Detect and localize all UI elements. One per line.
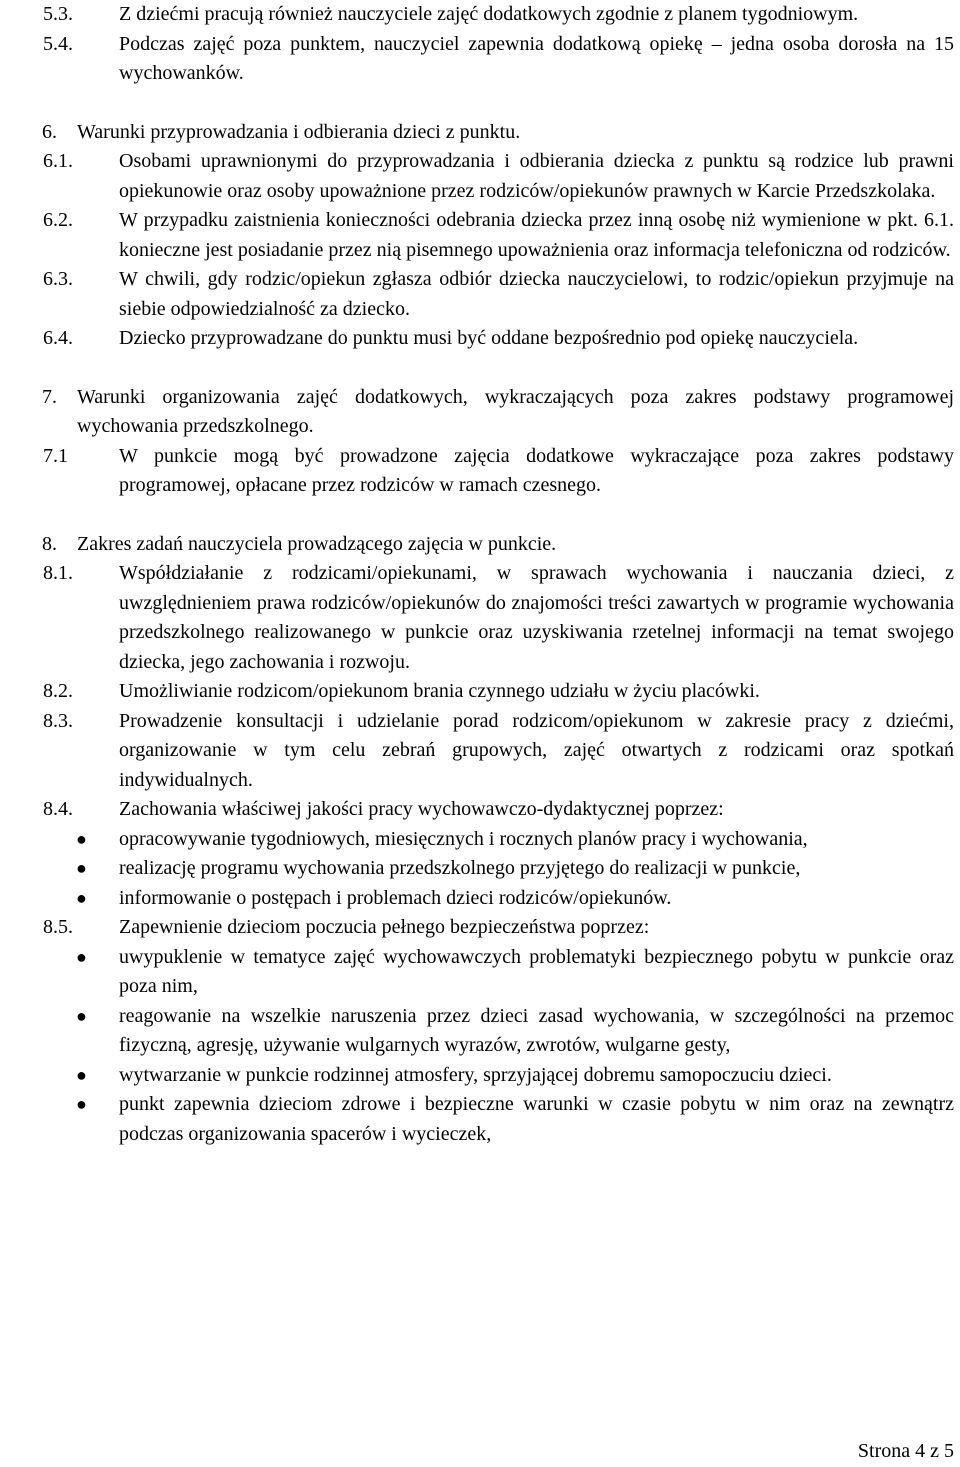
numbered-paragraph (0, 147, 960, 206)
paragraph-text: Podczas zajęć poza punktem, nauczyciel zapewnia dodatkową opiekę – jedna osoba dorosła na 15 wychowanków. (119, 32, 954, 84)
paragraph-text: Współdziałanie z rodzicami/opiekunami, w sprawach wychowania i nauczania dzieci, z uwzględnieniem prawa rodziców/opiekunów do znajomości treści zawartych w programie wychowania przedszkolnego realizowanego w punkcie oraz uzyskiwania rzetelnej informacji na temat swojego dziecka, jego zachowania i rozwoju. (119, 562, 954, 673)
paragraph-text: uwypuklenie w tematyce zajęć wychowawczych problematyki bezpiecznego pobytu w punkcie oraz poza nim, (119, 945, 954, 997)
numbered-paragraph (0, 265, 960, 324)
paragraph-text: W chwili, gdy rodzic/opiekun zgłasza odbiór dziecka nauczycielowi, to rodzic/opiekun przyjmuje na siebie odpowiedzialność za dziecko. (119, 268, 954, 320)
paragraph-text: Warunki przyprowadzania i odbierania dzieci z punktu. (77, 120, 521, 143)
paragraph-number: 7. (42, 385, 57, 408)
paragraph-text: Zakres zadań nauczyciela prowadzącego zajęcia w punkcie. (77, 532, 557, 555)
section-spacer (0, 501, 960, 530)
paragraph-text: Osobami uprawnionymi do przyprowadzania i odbierania dziecka z punktu są rodzice lub prawni opiekunowie oraz osoby upoważnione przez rodziców/opiekunów prawnych w Karcie Przedszkolaka. (119, 150, 954, 202)
section-heading (0, 530, 960, 560)
bullet-icon: ● (76, 946, 87, 967)
paragraph-text: informowanie o postępach i problemach dzieci rodziców/opiekunów. (119, 886, 672, 909)
paragraph-text: Zapewnienie dzieciom poczucia pełnego bezpieczeństwa poprzez: (119, 916, 650, 938)
bullet-icon: ● (76, 828, 87, 849)
numbered-paragraph (0, 442, 960, 501)
bullet-item (0, 943, 960, 1002)
paragraph-text: Warunki organizowania zajęć dodatkowych, wykraczających poza zakres podstawy programowej wychowania przedszkolnego. (77, 385, 954, 437)
paragraph-number: 8.5. (43, 916, 73, 938)
paragraph-number: 8.2. (43, 680, 73, 702)
numbered-paragraph (0, 913, 960, 943)
numbered-paragraph (0, 677, 960, 707)
paragraph-text: Zachowania właściwej jakości pracy wychowawczo-dydaktycznej poprzez: (119, 798, 724, 820)
section-heading (0, 383, 960, 442)
paragraph-number: 6.1. (43, 150, 73, 172)
section-heading (0, 118, 960, 148)
numbered-paragraph (0, 707, 960, 796)
bullet-icon: ● (76, 1005, 87, 1026)
paragraph-number: 8.4. (43, 798, 73, 820)
paragraph-text: Dziecko przyprowadzane do punktu musi być oddane bezpośrednio pod opiekę nauczyciela. (119, 327, 859, 349)
bullet-icon: ● (76, 858, 87, 878)
numbered-paragraph (0, 206, 960, 265)
bullet-item (0, 854, 960, 884)
numbered-paragraph (0, 0, 960, 30)
bullet-item (0, 1090, 960, 1149)
paragraph-number: 7.1 (43, 444, 68, 467)
bullet-item (0, 825, 960, 855)
paragraph-text: reagowanie na wszelkie naruszenia przez dzieci zasad wychowania, w szczególności na przemoc fizyczną, agresję, używanie wulgarnych wyrazów, zwrotów, wulgarne gesty, (119, 1004, 954, 1056)
paragraph-number: 6.3. (43, 268, 73, 290)
paragraph-number: 5.4. (43, 32, 73, 55)
section-spacer (0, 354, 960, 383)
paragraph-number: 5.3. (43, 3, 73, 25)
bullet-icon: ● (76, 1064, 87, 1085)
paragraph-text: opracowywanie tygodniowych, miesięcznych i rocznych planów pracy i wychowania, (119, 827, 808, 850)
numbered-paragraph (0, 559, 960, 677)
paragraph-number: 8.3. (43, 709, 73, 732)
numbered-paragraph (0, 795, 960, 825)
paragraph-text: W punkcie mogą być prowadzone zajęcia dodatkowe wykraczające poza zakres podstawy programowej, opłacane przez rodziców w ramach czesnego. (119, 444, 954, 496)
paragraph-number: 6.4. (43, 327, 73, 349)
bullet-item (0, 1061, 960, 1091)
paragraph-text: Z dziećmi pracują również nauczyciele zajęć dodatkowych zgodnie z planem tygodniowym. (119, 3, 859, 25)
numbered-paragraph (0, 30, 960, 89)
paragraph-number: 6.2. (43, 209, 73, 231)
paragraph-text: Umożliwianie rodzicom/opiekunom brania czynnego udziału w życiu placówki. (119, 680, 760, 702)
page-number: Strona 4 z 5 (857, 1440, 954, 1462)
bullet-icon: ● (76, 887, 87, 908)
paragraph-text: wytwarzanie w punkcie rodzinnej atmosfery, sprzyjającej dobremu samopoczuciu dzieci. (119, 1063, 832, 1086)
paragraph-text: W przypadku zaistnienia konieczności odebrania dziecka przez inną osobę niż wymienione w pkt. 6.1. konieczne jest posiadanie przez nią pisemnego upoważnienia oraz informacja telefoniczna od rodziców. (119, 209, 954, 261)
paragraph-number: 8. (42, 532, 57, 555)
numbered-paragraph (0, 324, 960, 354)
section-spacer (0, 89, 960, 118)
paragraph-number: 6. (42, 120, 57, 143)
paragraph-text: punkt zapewnia dzieciom zdrowe i bezpieczne warunki w czasie pobytu w nim oraz na zewnątrz podczas organizowania spacerów i wycieczek, (119, 1093, 954, 1145)
bullet-icon: ● (76, 1094, 87, 1114)
paragraph-text: Prowadzenie konsultacji i udzielanie porad rodzicom/opiekunom w zakresie pracy z dziećmi, organizowanie w tym celu zebrań grupowych, zajęć otwartych z rodzicami oraz spotkań indywidualnych. (119, 709, 954, 791)
paragraph-number: 8.1. (43, 562, 73, 584)
bullet-item (0, 1002, 960, 1061)
paragraph-text: realizację programu wychowania przedszkolnego przyjętego do realizacji w punkcie, (119, 857, 801, 879)
bullet-item (0, 884, 960, 914)
